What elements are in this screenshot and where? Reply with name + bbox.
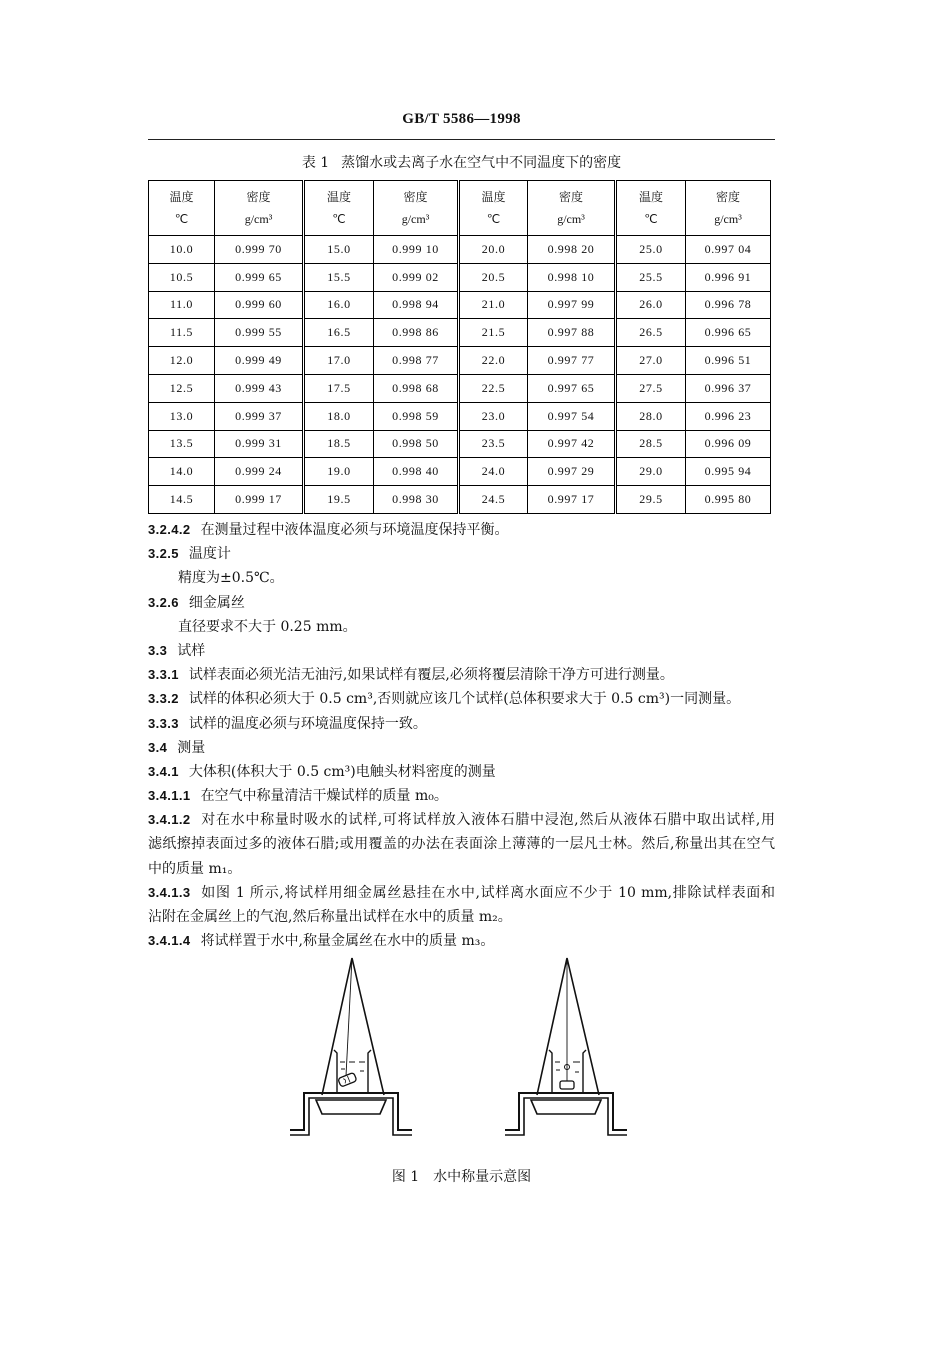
clause-text: 直径要求不大于 0.25 mm。 bbox=[178, 618, 357, 635]
clause-number: 3.3.3 bbox=[148, 715, 179, 731]
density-header bbox=[686, 181, 771, 236]
support-frame bbox=[537, 958, 599, 1095]
clause-text: 滤纸擦掉表面过多的液体石腊;或用覆盖的办法在表面涂上薄薄的一层凡士林。然后,称量出其在空气 bbox=[148, 836, 775, 853]
clause-3-3-2 bbox=[148, 687, 775, 711]
temperature-cell: 26.5 bbox=[616, 319, 686, 347]
temperature-cell: 12.5 bbox=[149, 374, 215, 402]
table-row bbox=[149, 374, 771, 402]
density-cell: 0.996 09 bbox=[686, 430, 771, 458]
clause-3-4-1-3 bbox=[148, 881, 775, 905]
table-row bbox=[149, 402, 771, 430]
column-name: 密度 bbox=[403, 190, 428, 204]
temperature-cell: 20.5 bbox=[459, 263, 528, 291]
temperature-cell: 22.5 bbox=[459, 374, 528, 402]
figure-title: 水中称量示意图 bbox=[433, 1169, 532, 1185]
clause-text: 沾附在金属丝上的气泡,然后称量出试样在水中的质量 m₂。 bbox=[148, 909, 512, 925]
clause-3-4 bbox=[148, 736, 775, 760]
clause-3-2-5 bbox=[148, 542, 775, 566]
sample bbox=[338, 1072, 357, 1087]
clause-3-2-4-2 bbox=[148, 518, 775, 542]
column-name: 密度 bbox=[715, 190, 740, 204]
clause-text: 如图 1 所示,将试样用细金属丝悬挂在水中,试样离水面应不少于 10 mm,排除试样表面和 bbox=[200, 884, 775, 901]
temperature-cell: 23.0 bbox=[459, 402, 528, 430]
density-cell: 0.998 94 bbox=[374, 291, 459, 319]
balance-pan bbox=[316, 1100, 386, 1114]
density-cell: 0.997 99 bbox=[528, 291, 616, 319]
density-cell: 0.998 40 bbox=[374, 458, 459, 486]
temperature-cell: 17.5 bbox=[304, 374, 374, 402]
temperature-header bbox=[304, 181, 374, 236]
density-cell: 0.996 23 bbox=[686, 402, 771, 430]
weighing-setup-sample-in-water bbox=[290, 958, 412, 1135]
underwater-weighing-figure bbox=[280, 950, 650, 1145]
temperature-cell: 21.0 bbox=[459, 291, 528, 319]
table-title: 蒸馏水或去离子水在空气中不同温度下的密度 bbox=[341, 155, 622, 171]
density-cell: 0.998 86 bbox=[374, 319, 459, 347]
clause-3-3 bbox=[148, 639, 775, 663]
density-cell: 0.998 10 bbox=[528, 263, 616, 291]
clause-number: 3.2.4.2 bbox=[148, 522, 191, 537]
table-header-row bbox=[149, 181, 771, 236]
temperature-cell: 17.0 bbox=[304, 347, 374, 375]
temperature-cell: 15.5 bbox=[304, 263, 374, 291]
temperature-cell: 20.0 bbox=[459, 236, 528, 264]
clause-text: 试样的温度必须与环境温度保持一致。 bbox=[188, 715, 427, 732]
temperature-cell: 23.5 bbox=[459, 430, 528, 458]
density-cell: 0.997 42 bbox=[528, 430, 616, 458]
density-cell: 0.996 37 bbox=[686, 374, 771, 402]
temperature-cell: 15.0 bbox=[304, 236, 374, 264]
balance-pan bbox=[531, 1100, 601, 1114]
density-cell: 0.997 04 bbox=[686, 236, 771, 264]
temperature-cell: 10.0 bbox=[149, 236, 215, 264]
temperature-cell: 26.0 bbox=[616, 291, 686, 319]
density-cell: 0.996 65 bbox=[686, 319, 771, 347]
clause-text: 试样 bbox=[177, 642, 206, 659]
column-unit: ℃ bbox=[174, 212, 189, 226]
density-cell: 0.999 70 bbox=[215, 236, 304, 264]
temperature-cell: 25.5 bbox=[616, 263, 686, 291]
density-cell: 0.999 37 bbox=[215, 402, 304, 430]
clause-number: 3.3.1 bbox=[148, 667, 179, 683]
clause-number: 3.2.5 bbox=[148, 546, 179, 562]
density-cell: 0.995 80 bbox=[686, 486, 771, 514]
density-cell: 0.999 60 bbox=[215, 291, 304, 319]
clause-number: 3.4.1.3 bbox=[148, 884, 191, 900]
clause-3-4-1-2 bbox=[148, 808, 775, 832]
temperature-cell: 25.0 bbox=[616, 236, 686, 264]
column-unit: ℃ bbox=[332, 212, 346, 226]
temperature-cell: 28.5 bbox=[616, 430, 686, 458]
density-cell: 0.998 30 bbox=[374, 486, 459, 514]
temperature-cell: 18.5 bbox=[304, 430, 374, 458]
clause-3-4-1-3-cont bbox=[148, 905, 775, 929]
temperature-cell: 27.0 bbox=[616, 347, 686, 375]
temperature-cell: 13.0 bbox=[149, 402, 215, 430]
header-rule bbox=[148, 139, 775, 140]
column-unit: ℃ bbox=[486, 212, 501, 226]
table-number: 表 1 bbox=[301, 155, 330, 171]
clause-text: 在测量过程中液体温度必须与环境温度保持平衡。 bbox=[200, 522, 509, 538]
density-cell: 0.999 24 bbox=[215, 458, 304, 486]
temperature-cell: 13.5 bbox=[149, 430, 215, 458]
clause-text: 细金属丝 bbox=[188, 594, 245, 611]
column-name: 温度 bbox=[326, 190, 351, 204]
density-cell: 0.998 59 bbox=[374, 402, 459, 430]
density-cell: 0.999 31 bbox=[215, 430, 304, 458]
clause-3-4-1-1 bbox=[148, 784, 775, 808]
clause-number: 3.4.1.1 bbox=[148, 788, 191, 804]
clause-number: 3.4 bbox=[148, 739, 168, 755]
clause-number: 3.3 bbox=[148, 642, 168, 658]
column-unit: g/cm³ bbox=[244, 212, 273, 226]
density-cell: 0.997 88 bbox=[528, 319, 616, 347]
clause-number: 3.4.1 bbox=[148, 763, 179, 779]
table-row bbox=[149, 236, 771, 264]
temperature-cell: 24.5 bbox=[459, 486, 528, 514]
clause-3-2-5-body bbox=[148, 566, 775, 590]
sample bbox=[560, 1081, 574, 1089]
density-cell: 0.997 29 bbox=[528, 458, 616, 486]
temperature-cell: 18.0 bbox=[304, 402, 374, 430]
table-row bbox=[149, 458, 771, 486]
density-cell: 0.998 68 bbox=[374, 374, 459, 402]
figure-number: 图 1 bbox=[391, 1169, 420, 1185]
temperature-cell: 21.5 bbox=[459, 319, 528, 347]
suspension-wire bbox=[346, 958, 352, 1076]
clause-3-4-1 bbox=[148, 760, 775, 784]
density-cell: 0.999 17 bbox=[215, 486, 304, 514]
density-cell: 0.995 94 bbox=[686, 458, 771, 486]
clause-3-4-1-2-cont bbox=[148, 857, 775, 881]
clause-text: 将试样置于水中,称量金属丝在水中的质量 m₃。 bbox=[200, 933, 495, 950]
temperature-header bbox=[616, 181, 686, 236]
table-caption bbox=[148, 153, 775, 173]
clause-3-2-6 bbox=[148, 591, 775, 615]
density-cell: 0.997 65 bbox=[528, 374, 616, 402]
clause-number: 3.4.1.4 bbox=[148, 933, 191, 949]
temperature-cell: 24.0 bbox=[459, 458, 528, 486]
standard-code-header: GB/T 5586—1998 bbox=[402, 111, 521, 127]
density-cell: 0.996 78 bbox=[686, 291, 771, 319]
column-name: 密度 bbox=[246, 190, 271, 204]
temperature-cell: 11.5 bbox=[149, 319, 215, 347]
clause-text: 温度计 bbox=[188, 546, 231, 563]
figure-caption bbox=[148, 1167, 775, 1187]
table-row bbox=[149, 319, 771, 347]
column-name: 温度 bbox=[169, 190, 194, 204]
water-surface bbox=[340, 1062, 365, 1071]
column-unit: ℃ bbox=[644, 212, 658, 226]
temperature-cell: 11.0 bbox=[149, 291, 215, 319]
density-cell: 0.996 51 bbox=[686, 347, 771, 375]
table-row bbox=[149, 347, 771, 375]
column-unit: g/cm³ bbox=[557, 212, 585, 226]
column-name: 温度 bbox=[638, 190, 663, 204]
clause-text: 精度为±0.5℃。 bbox=[178, 570, 284, 587]
density-cell: 0.997 54 bbox=[528, 402, 616, 430]
clause-text: 试样表面必须光洁无油污,如果试样有覆层,必须将覆层清除干净方可进行测量。 bbox=[188, 667, 674, 684]
clause-text: 中的质量 m₁。 bbox=[148, 860, 242, 877]
temperature-cell: 14.0 bbox=[149, 458, 215, 486]
density-cell: 0.999 49 bbox=[215, 347, 304, 375]
temperature-cell: 22.0 bbox=[459, 347, 528, 375]
clause-text: 大体积(体积大于 0.5 cm³)电触头材料密度的测量 bbox=[188, 763, 496, 780]
density-header bbox=[374, 181, 459, 236]
temperature-cell: 16.0 bbox=[304, 291, 374, 319]
clause-3-4-1-2-cont bbox=[148, 832, 775, 856]
column-unit: g/cm³ bbox=[714, 212, 742, 226]
temperature-cell: 29.0 bbox=[616, 458, 686, 486]
density-cell: 0.996 91 bbox=[686, 263, 771, 291]
density-header bbox=[215, 181, 304, 236]
weighing-setup-wire-in-water bbox=[505, 958, 627, 1135]
clause-text: 试样的体积必须大于 0.5 cm³,否则就应该几个试样(总体积要求大于 0.5 cm³)一同测量。 bbox=[188, 691, 741, 708]
column-unit: g/cm³ bbox=[401, 212, 430, 226]
table-row bbox=[149, 430, 771, 458]
clauses-body bbox=[148, 518, 775, 953]
temperature-cell: 27.5 bbox=[616, 374, 686, 402]
density-cell: 0.998 50 bbox=[374, 430, 459, 458]
table-row bbox=[149, 291, 771, 319]
density-cell: 0.999 65 bbox=[215, 263, 304, 291]
clause-number: 3.3.2 bbox=[148, 691, 179, 707]
clause-text: 对在水中称量时吸水的试样,可将试样放入液体石腊中浸泡,然后从液体石腊中取出试样,用 bbox=[200, 812, 775, 829]
temperature-cell: 16.5 bbox=[304, 319, 374, 347]
density-cell: 0.997 77 bbox=[528, 347, 616, 375]
temperature-cell: 29.5 bbox=[616, 486, 686, 514]
clause-text: 在空气中称量清洁干燥试样的质量 m₀。 bbox=[200, 788, 448, 805]
water-density-table bbox=[148, 180, 771, 514]
density-cell: 0.999 02 bbox=[374, 263, 459, 291]
table-row bbox=[149, 263, 771, 291]
column-name: 温度 bbox=[481, 190, 506, 204]
clause-text: 测量 bbox=[177, 739, 206, 756]
density-cell: 0.997 17 bbox=[528, 486, 616, 514]
clause-3-3-3 bbox=[148, 712, 775, 736]
clause-3-3-1 bbox=[148, 663, 775, 687]
density-cell: 0.999 10 bbox=[374, 236, 459, 264]
temperature-header bbox=[149, 181, 215, 236]
temperature-cell: 28.0 bbox=[616, 402, 686, 430]
clause-number: 3.2.6 bbox=[148, 594, 179, 610]
density-cell: 0.999 55 bbox=[215, 319, 304, 347]
column-name: 密度 bbox=[558, 190, 583, 204]
clause-number: 3.4.1.2 bbox=[148, 812, 191, 828]
beaker bbox=[334, 1050, 371, 1093]
density-cell: 0.999 43 bbox=[215, 374, 304, 402]
density-cell: 0.998 77 bbox=[374, 347, 459, 375]
clause-3-2-6-body bbox=[148, 615, 775, 639]
water-surface bbox=[555, 1062, 580, 1072]
temperature-cell: 19.0 bbox=[304, 458, 374, 486]
temperature-cell: 14.5 bbox=[149, 486, 215, 514]
temperature-cell: 10.5 bbox=[149, 263, 215, 291]
temperature-cell: 19.5 bbox=[304, 486, 374, 514]
temperature-cell: 12.0 bbox=[149, 347, 215, 375]
temperature-header bbox=[459, 181, 528, 236]
density-cell: 0.998 20 bbox=[528, 236, 616, 264]
density-header bbox=[528, 181, 616, 236]
table-row bbox=[149, 486, 771, 514]
